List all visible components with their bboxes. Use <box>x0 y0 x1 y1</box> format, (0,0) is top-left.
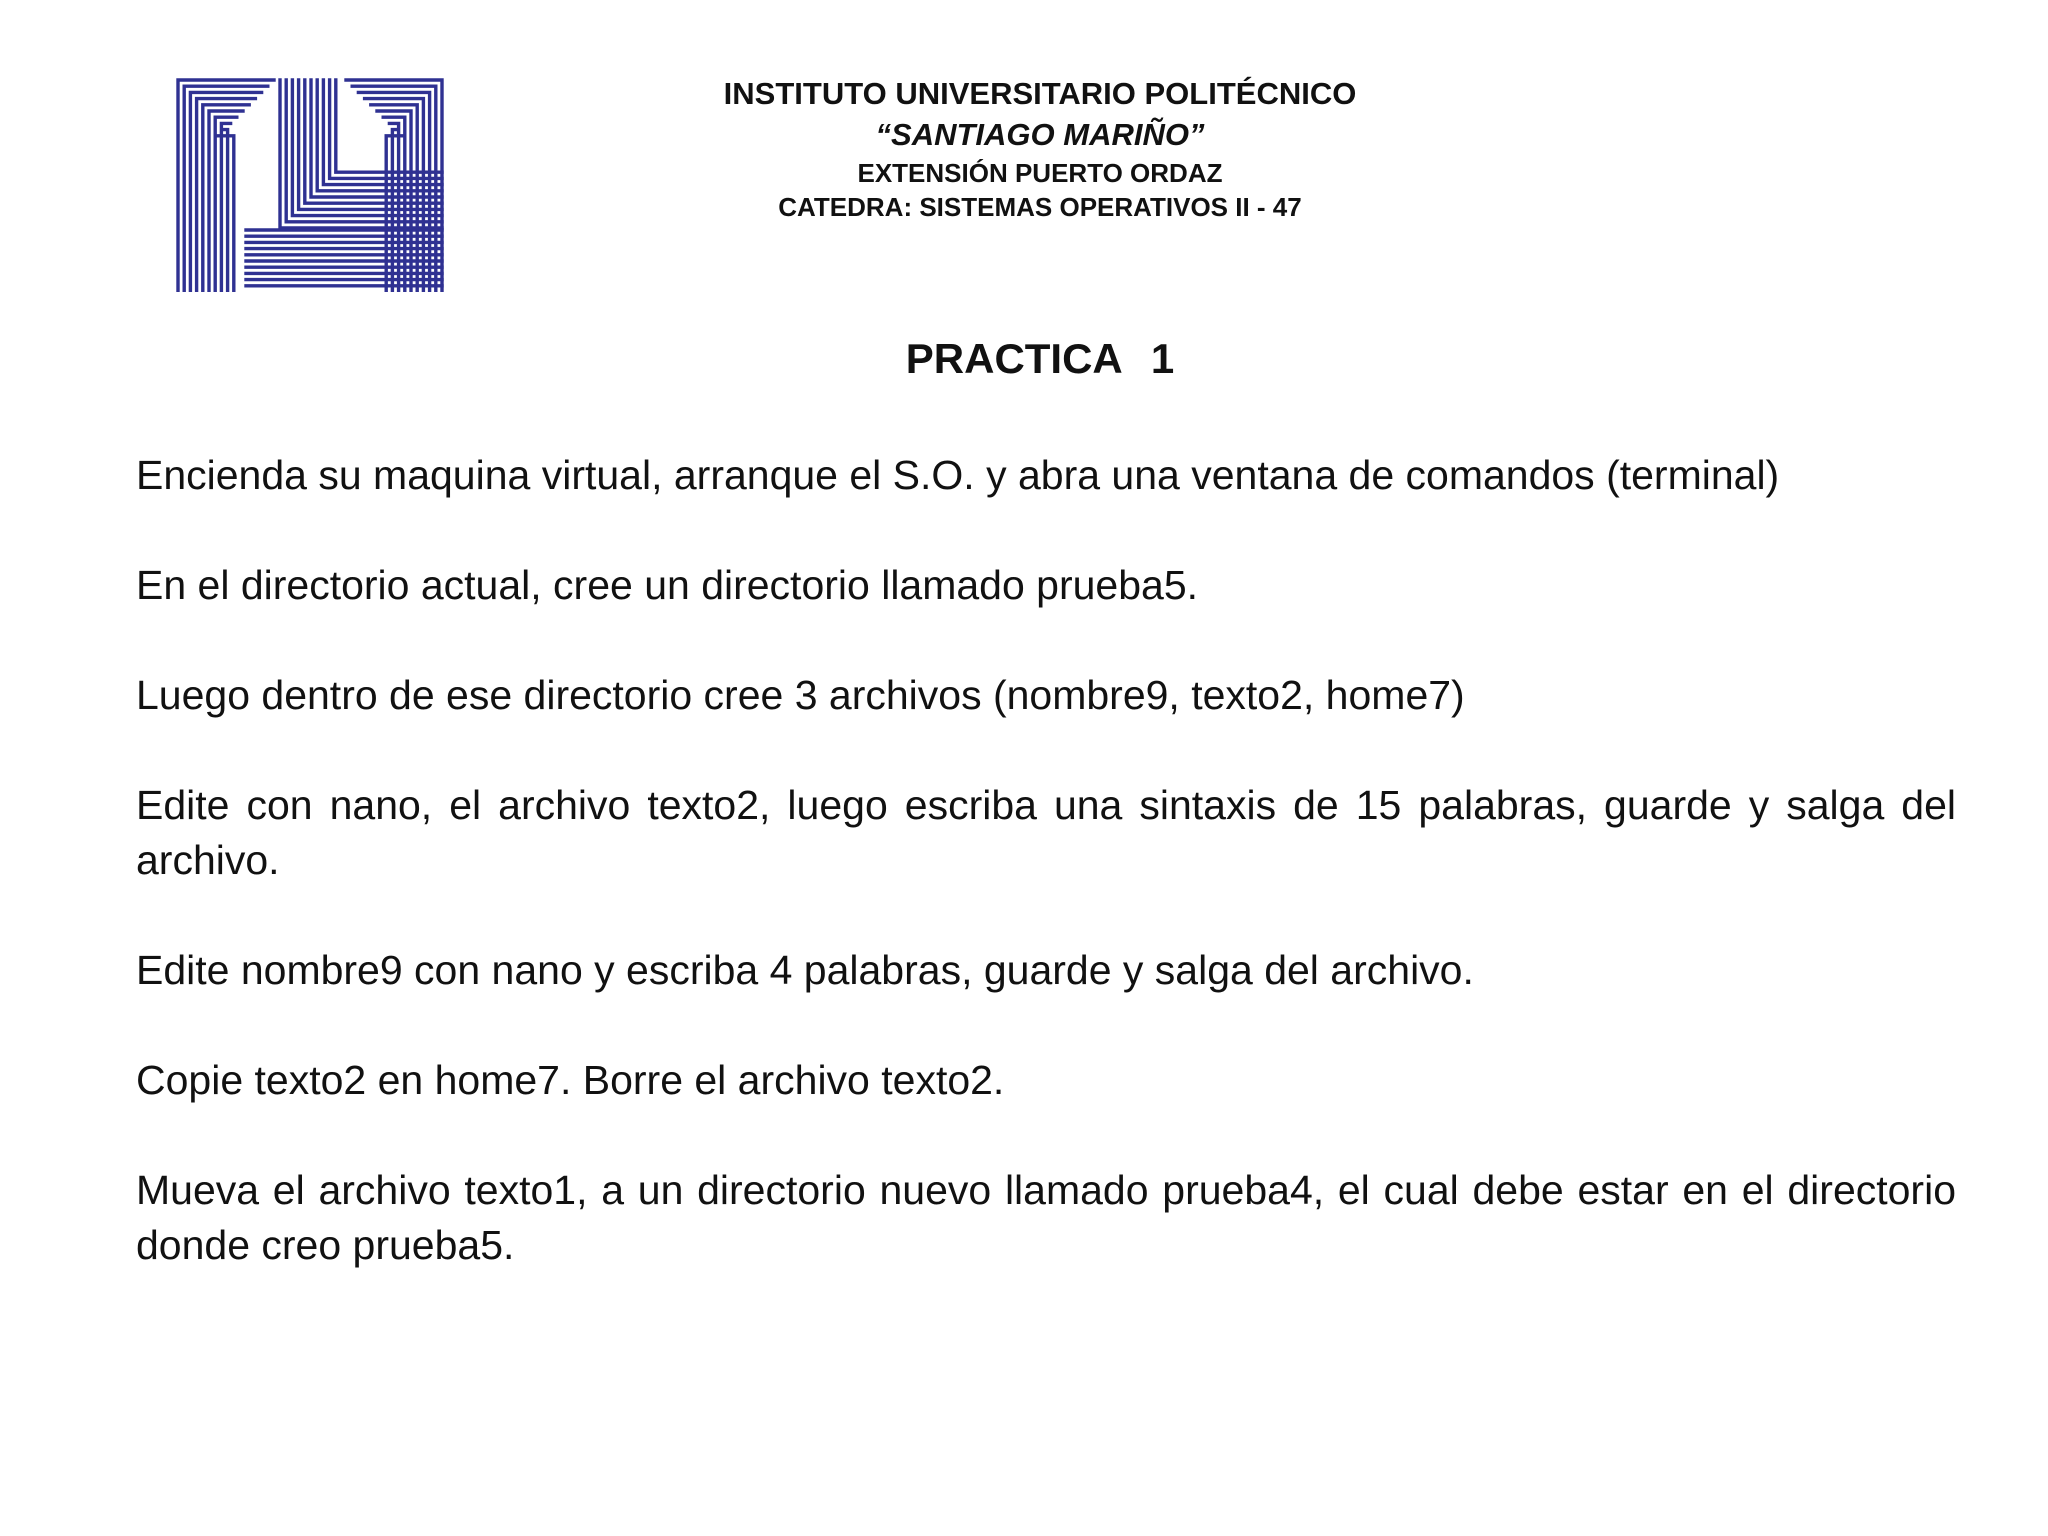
instruction-paragraph: Edite nombre9 con nano y escriba 4 palabras, guarde y salga del archivo. <box>136 947 1474 993</box>
instruction-paragraph: En el directorio actual, cree un directorio llamado prueba5. <box>136 562 1199 608</box>
institute-logo-icon <box>176 78 444 292</box>
campus-extension: EXTENSIÓN PUERTO ORDAZ <box>857 157 1223 188</box>
practice-title: PRACTICA 1 <box>905 335 1175 382</box>
instruction-paragraph: Luego dentro de ese directorio cree 3 archivos (nombre9, texto2, home7) <box>136 672 1465 718</box>
institution-name: INSTITUTO UNIVERSITARIO POLITÉCNICO <box>723 76 1357 111</box>
instruction-paragraph: Copie texto2 en home7. Borre el archivo texto2. <box>136 1057 1005 1103</box>
instruction-paragraph: Edite con nano, el archivo texto2, luego escriba una sintaxis de 15 palabras, guarde y salga del archivo. <box>136 782 1956 883</box>
course-name: CATEDRA: SISTEMAS OPERATIVOS II - 47 <box>778 192 1302 223</box>
instruction-paragraph: Mueva el archivo texto1, a un directorio nuevo llamado prueba4, el cual debe estar en el directorio donde creo prueba5. <box>136 1167 1956 1268</box>
institution-subtitle: “SANTIAGO MARIÑO” <box>875 116 1205 152</box>
instructions-list <box>136 448 1956 1328</box>
instruction-paragraph: Encienda su maquina virtual, arranque el S.O. y abra una ventana de comandos (terminal) <box>136 452 1780 498</box>
institution-header <box>620 74 1460 224</box>
